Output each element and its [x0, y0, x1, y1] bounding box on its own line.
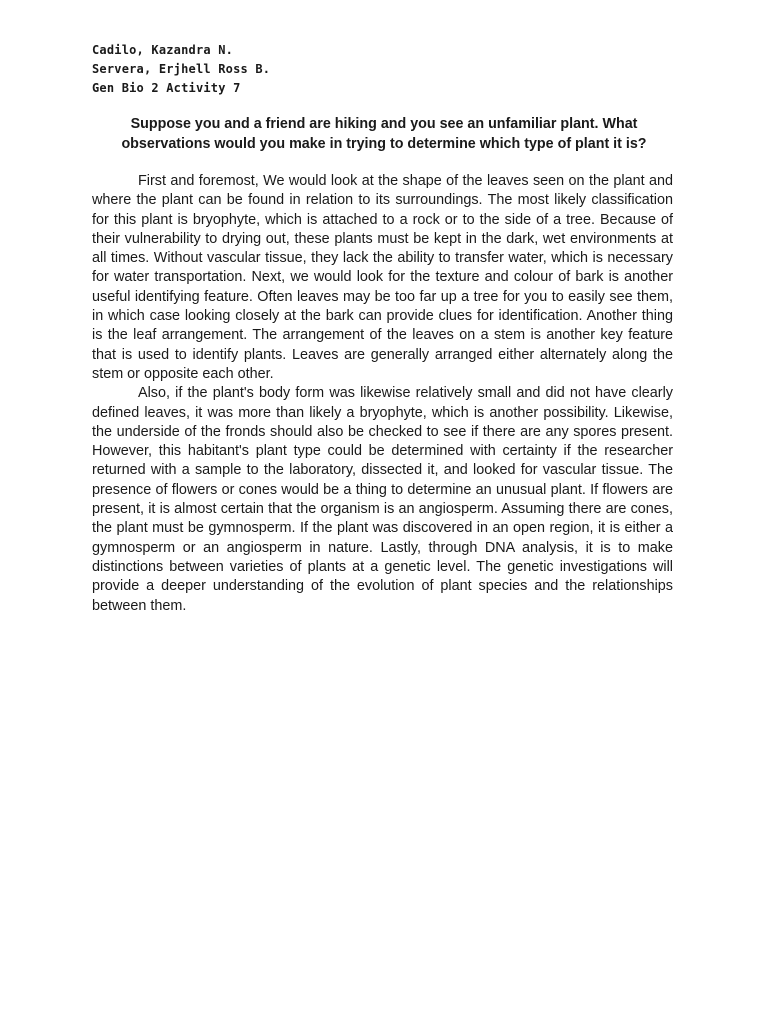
author-header — [92, 41, 270, 98]
paragraph: First and foremost, We would look at the shape of the leaves seen on the plant and where the plant can be found in relation to its surroundings. The most likely classification for this plant is bryophyte, which is attached to a rock or to the side of a tree. Because of their vulnerability to drying out, these plants must be kept in the dark, wet environments at all times. Without vascular tissue, they lack the ability to transfer water, which is necessary for water transportation. Next, we would look for the texture and colour of bark is another useful identifying feature. Often leaves may be too far up a tree for you to easily see them, in which case looking closely at the bark can provide clues for identification. Another thing is the leaf arrangement. The arrangement of the leaves on a stem is another key feature that is used to identify plants. Leaves are generally arranged either alternately along the stem or opposite each other. — [92, 173, 673, 382]
answer-body — [92, 172, 673, 616]
author-line-1: Cadilo, Kazandra N. — [92, 43, 234, 57]
question-heading: Suppose you and a friend are hiking and you see an unfamiliar plant. What observations would you make in trying to determine which type of plant it is? — [121, 116, 647, 152]
activity-title: Gen Bio 2 Activity 7 — [92, 81, 241, 95]
author-line-2: Servera, Erjhell Ross B. — [92, 62, 271, 76]
paragraph: Also, if the plant's body form was likewise relatively small and did not have clearly defined leaves, it was more than likely a bryophyte, which is another possibility. Likewise, the underside of the fronds should also be checked to see if there are any spores present. However, this habitant's plant type could be determined with certainty if the researcher returned with a sample to the laboratory, dissected it, and looked for vascular tissue. The presence of flowers or cones would be a thing to determine an unusual plant. If flowers are present, it is almost certain that the organism is an angiosperm. Assuming there are cones, the plant must be gymnosperm. If the plant was discovered in an open region, it is either a gymnosperm or an angiosperm in nature. Lastly, through DNA analysis, it is to make distinctions between varieties of plants at a genetic level. The genetic investigations will provide a deeper understanding of the evolution of plant species and the relationships between them. — [92, 385, 673, 614]
